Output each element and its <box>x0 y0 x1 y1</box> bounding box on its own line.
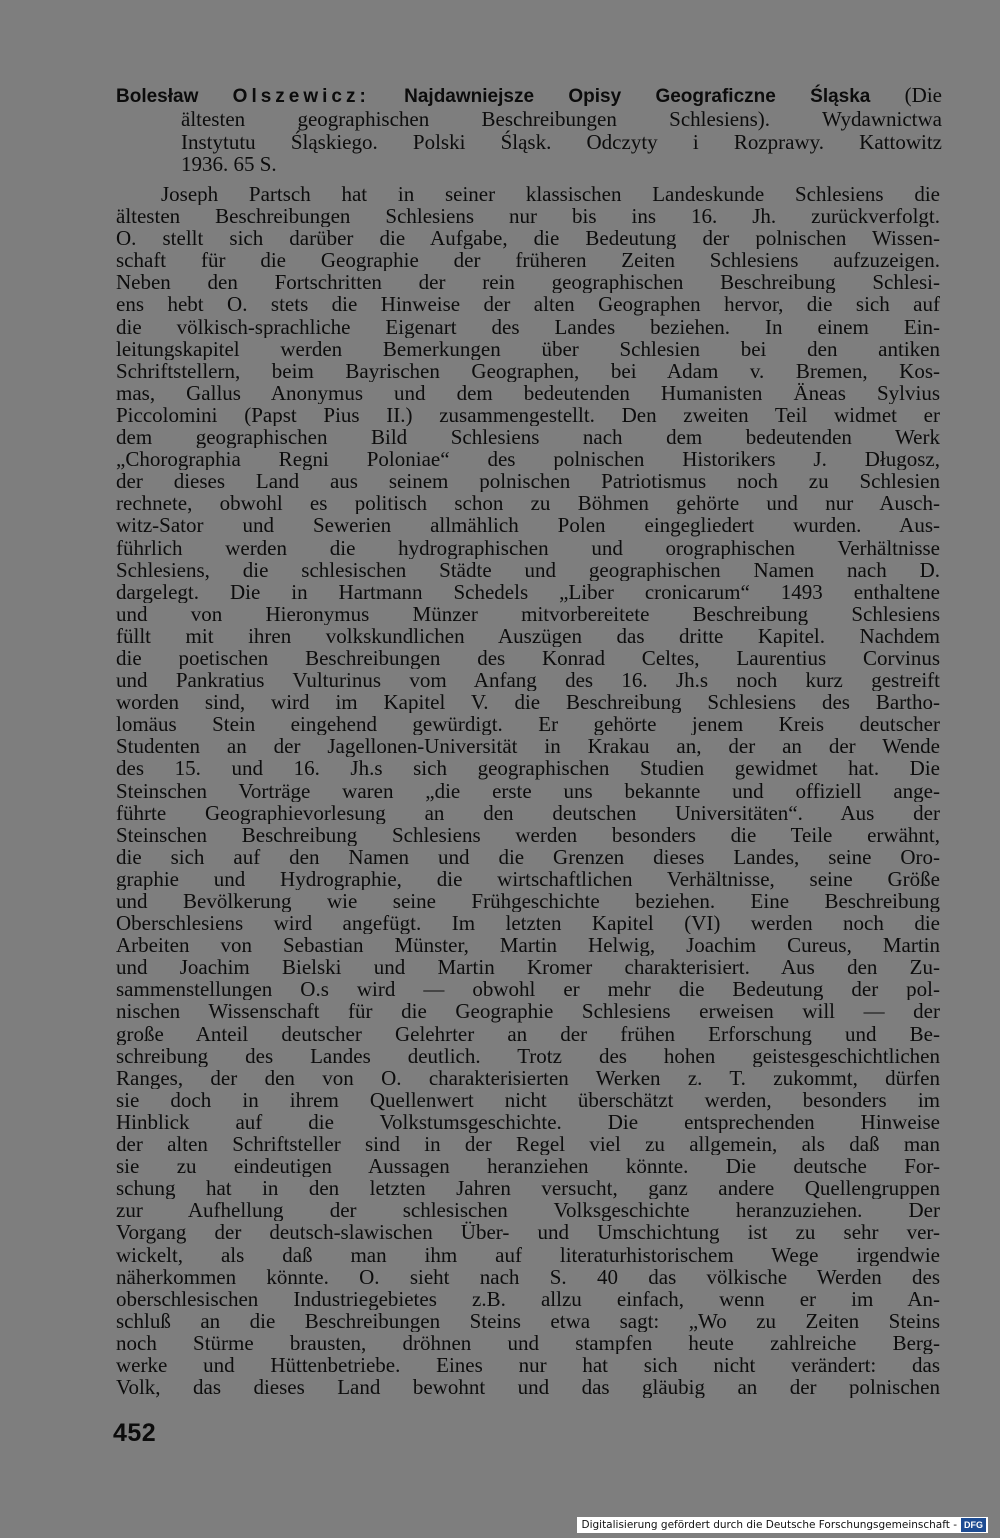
body-line: Vorgang der deutsch-slawischen Über- und Umschichtung ist zu sehr ver- <box>116 1221 940 1244</box>
body-line: witz-Sator und Sewerien allmählich Polen eingegliedert wurden. Aus- <box>116 514 940 537</box>
heading-line-4: 1936. 65 S. <box>181 152 277 177</box>
body-line: ens hebt O. stets die Hinweise der alten Geographen hervor, die sich auf <box>116 293 940 316</box>
body-line: der alten Schriftsteller sind in der Regel viel zu allgemein, als daß man <box>116 1133 940 1156</box>
review-body <box>116 183 940 1398</box>
body-line: Oberschlesiens wird angefügt. Im letzten Kapitel (VI) werden noch die <box>116 912 940 935</box>
body-line: die völkisch-sprachliche Eigenart des Landes beziehen. In einem Ein- <box>116 315 940 338</box>
body-line: und von Hieronymus Münzer mitvorbereitete Beschreibung Schlesiens <box>116 602 940 625</box>
body-line: dargelegt. Die in Hartmann Schedels „Liber cronicarum“ 1493 enthaltene <box>116 580 940 603</box>
body-line: Arbeiten von Sebastian Münster, Martin Helwig, Joachim Cureus, Martin <box>116 934 940 957</box>
body-line: Piccolomini (Papst Pius II.) zusammengestellt. Den zweiten Teil widmet er <box>116 403 940 427</box>
body-line: Ranges, der den von O. charakterisierten Werken z. T. zukommt, dürfen <box>116 1066 940 1089</box>
body-line: worden sind, wird im Kapitel V. die Beschreibung Schlesiens des Bartho- <box>116 691 940 714</box>
body-line: werke und Hüttenbetriebe. Eines nur hat sich nicht verändert: das <box>116 1353 940 1377</box>
body-line: schung hat in den letzten Jahren versucht, ganz andere Quellengruppen <box>116 1177 940 1200</box>
body-line: schluß an die Beschreibungen Steins etwa sagt: „Wo zu Zeiten Steins <box>116 1309 940 1332</box>
body-line: sie doch in ihrem Quellenwert nicht überschätzt werden, besonders im <box>116 1088 940 1111</box>
body-line: und Bevölkerung wie seine Frühgeschichte beziehen. Eine Beschreibung <box>116 890 940 913</box>
body-line: große Anteil deutscher Gelehrter an der frühen Erforschung und Be- <box>116 1022 940 1045</box>
body-line: der dieses Land aus seinem polnischen Patriotismus noch zu Schlesien <box>116 470 940 493</box>
body-line: sie zu eindeutigen Aussagen heranziehen könnte. Die deutsche For- <box>116 1155 940 1178</box>
digitization-footer <box>577 1517 988 1533</box>
body-line: wickelt, als daß man ihm auf literaturhistorischem Wege irgendwie <box>116 1243 940 1266</box>
body-line: Studenten an der Jagellonen-Universität in Krakau an, der an der Wende <box>116 735 940 758</box>
body-line: oberschlesischen Industriegebietes z.B. allzu einfach, wenn er im An- <box>116 1287 940 1310</box>
body-line: Hinblick auf die Volkstumsgeschichte. Die entsprechenden Hinweise <box>116 1110 940 1134</box>
bibliographic-heading <box>116 84 942 176</box>
body-line: führte Geographievorlesung an den deutschen Universitäten“. Aus der <box>116 801 940 824</box>
author-first-name: Bolesław <box>116 86 199 107</box>
body-line: noch Stürme brausten, dröhnen und stampfen heute zahlreiche Berg- <box>116 1331 940 1354</box>
dfg-logo: DFG <box>961 1518 986 1532</box>
footer-text: Digitalisierung gefördert durch die Deutsche Forschungsgemeinschaft - <box>581 1519 957 1531</box>
heading-line-3: Instytutu Śląskiego. Polski Śląsk. Odczyty i Rozprawy. Kattowitz <box>181 129 942 154</box>
body-line: und Pankratius Vulturinus vom Anfang des 16. Jh.s noch kurz gestreift <box>116 669 940 692</box>
page-number: 452 <box>113 1419 157 1447</box>
body-line: „Chorographia Regni Poloniae“ des polnischen Historikers J. Długosz, <box>116 448 940 471</box>
author-last-name: Olszewicz: <box>232 86 370 107</box>
body-line: und Joachim Bielski und Martin Kromer charakterisiert. Aus den Zu- <box>116 956 940 979</box>
heading-line-2: ältesten geographischen Beschreibungen Schlesiens). Wydawnictwa <box>181 107 942 132</box>
body-line: Joseph Partsch hat in seiner klassischen Landeskunde Schlesiens die <box>161 183 940 206</box>
body-line: schreibung des Landes deutlich. Trotz des hohen geistesgeschichtlichen <box>116 1044 940 1067</box>
body-line: die poetischen Beschreibungen des Konrad Celtes, Laurentius Corvinus <box>116 646 940 670</box>
body-line: füllt mit ihren volkskundlichen Auszügen das dritte Kapitel. Nachdem <box>116 624 940 647</box>
body-line: lomäus Stein eingehend gewürdigt. Er gehörte jenem Kreis deutscher <box>116 713 940 736</box>
body-line: mas, Gallus Anonymus und dem bedeutenden Humanisten Äneas Sylvius <box>116 381 940 404</box>
body-line: zur Aufhellung der schlesischen Volksgeschichte heranzuziehen. Der <box>116 1199 940 1222</box>
body-line: graphie und Hydrographie, die wirtschaftlichen Verhältnisse, seine Größe <box>116 867 940 890</box>
body-line: Schlesiens, die schlesischen Städte und geographischen Namen nach D. <box>116 558 940 581</box>
body-line: die sich auf den Namen und die Grenzen dieses Landes, seine Oro- <box>116 845 940 868</box>
body-line: schaft für die Geographie der früheren Zeiten Schlesiens aufzuzeigen. <box>116 249 940 272</box>
body-line: des 15. und 16. Jh.s sich geographischen Studien gewidmet hat. Die <box>116 757 940 780</box>
body-line: Steinschen Beschreibung Schlesiens werden besonders die Teile erwähnt, <box>116 823 940 846</box>
body-line: ältesten Beschreibungen Schlesiens nur bis ins 16. Jh. zurückverfolgt. <box>116 205 940 228</box>
body-line: Neben den Fortschritten der rein geographischen Beschreibung Schlesi- <box>116 271 940 294</box>
body-line: sammenstellungen O.s wird — obwohl er mehr die Bedeutung der pol- <box>116 978 940 1001</box>
body-line: nischen Wissenschaft für die Geographie Schlesiens erweisen will — der <box>116 1000 940 1023</box>
body-line: leitungskapitel werden Bemerkungen über Schlesien bei den antiken <box>116 337 940 360</box>
body-line: rechnete, obwohl es politisch schon zu Böhmen gehörte und nur Ausch- <box>116 492 940 515</box>
body-line: näherkommen könnte. O. sieht nach S. 40 das völkische Werden des <box>116 1265 940 1288</box>
heading-line-1-rest: (Die <box>904 83 942 107</box>
body-line: dem geographischen Bild Schlesiens nach dem bedeutenden Werk <box>116 426 940 449</box>
book-title: Najdawniejsze Opisy Geograficzne Śląska <box>404 86 871 107</box>
body-line: O. stellt sich darüber die Aufgabe, die Bedeutung der polnischen Wissen- <box>116 227 940 250</box>
body-line: Volk, das dieses Land bewohnt und das gläubig an der polnischen <box>116 1376 940 1399</box>
body-line: Steinschen Vorträge waren „die erste uns bekannte und offiziell ange- <box>116 779 940 802</box>
body-line: führlich werden die hydrographischen und orographischen Verhältnisse <box>116 536 940 559</box>
heading-line-1 <box>116 84 942 108</box>
body-line: Schriftstellern, beim Bayrischen Geographen, bei Adam v. Bremen, Kos- <box>116 359 940 382</box>
